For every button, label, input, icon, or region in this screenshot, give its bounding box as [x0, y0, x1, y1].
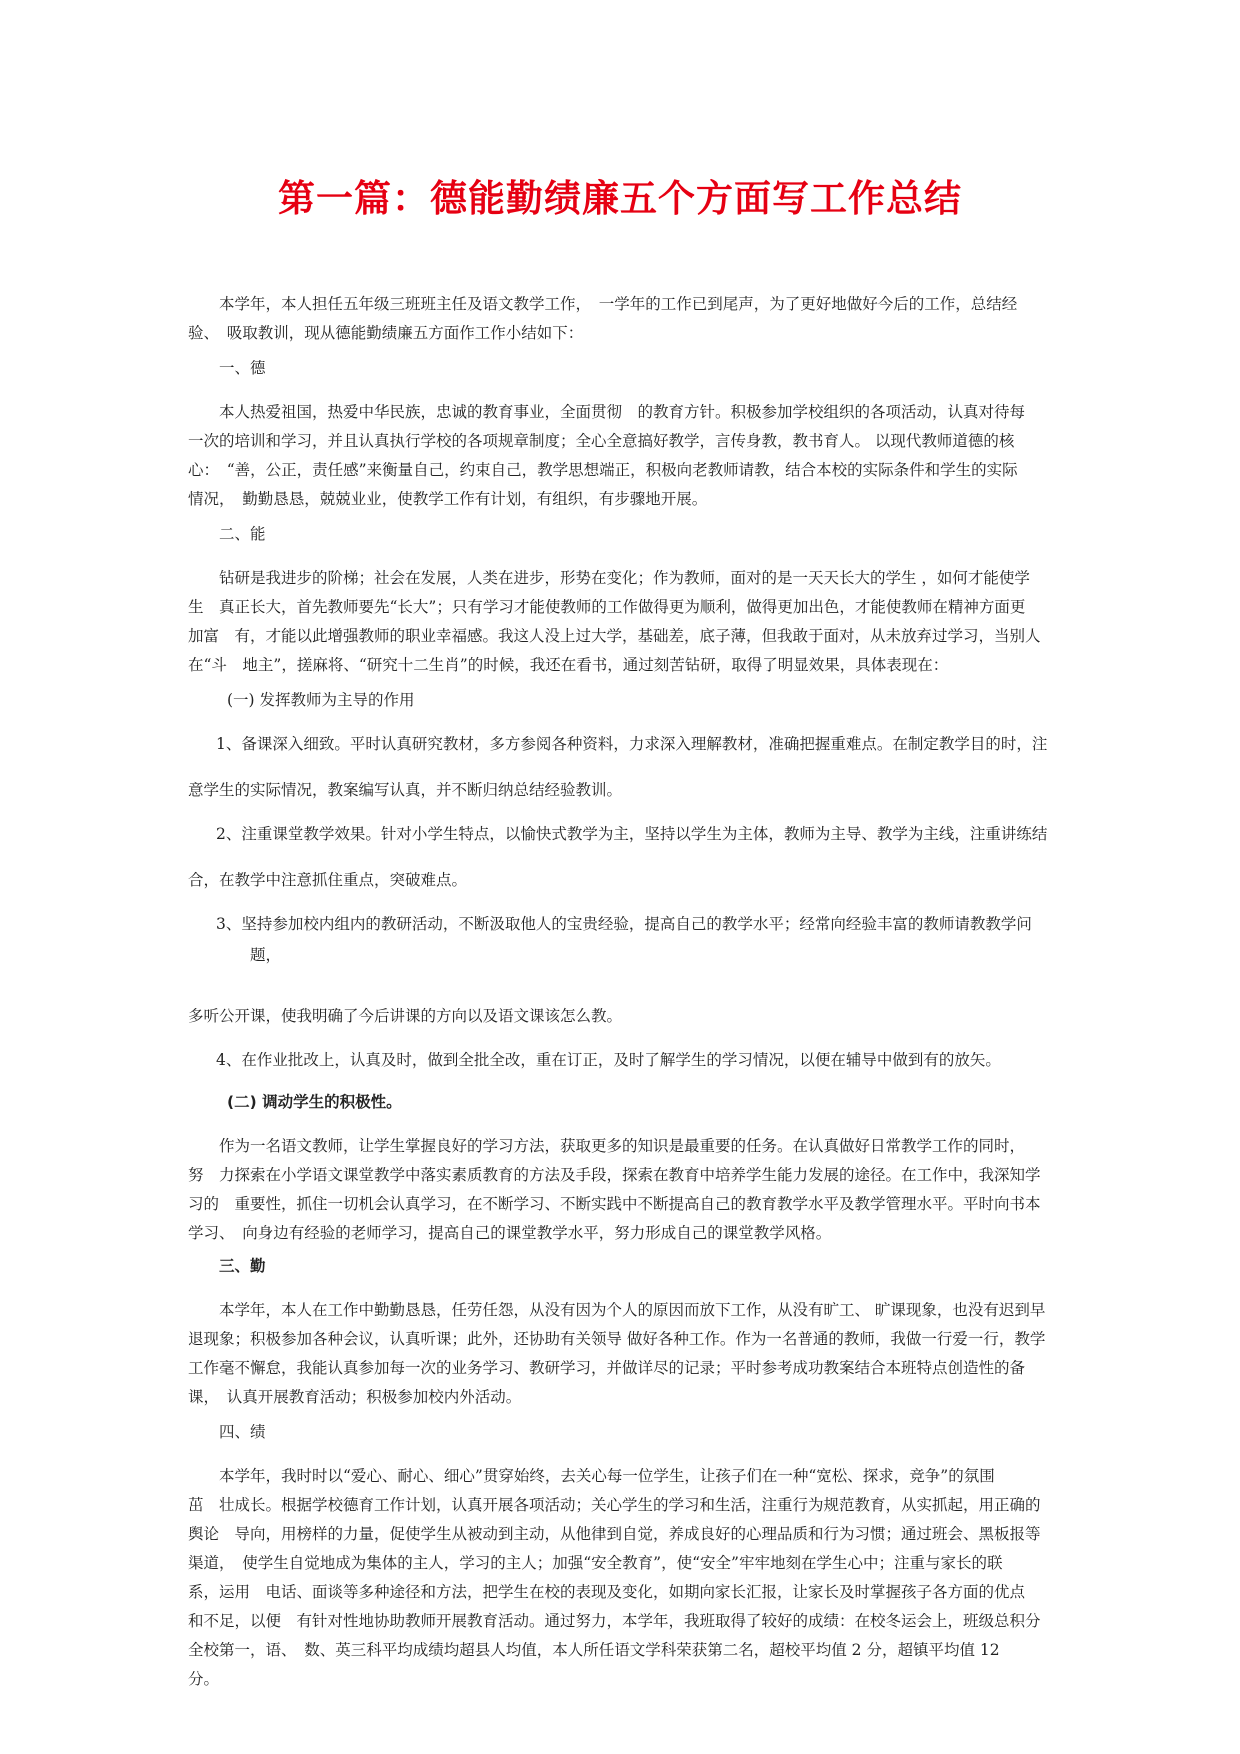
text-line: 本人热爱祖国，热爱中华民族，忠诚的教育事业，全面贯彻 的教育方针。积极参加学校组织的各项活动，认真对待每 [219, 403, 1026, 421]
text-line: 本学年，本人担任五年级三班班主任及语文教学工作， 一学年的工作已到尾声，为了更好地做好今后的工作，总结经 [219, 295, 1018, 313]
text-line: 验、 吸取教训，现从德能勤绩廉五方面作工作小结如下： [188, 324, 584, 342]
item-1-cont [188, 776, 1056, 805]
text-line: 退现象；积极参加各种会议，认真听课；此外，还协助有关领导 做好各种工作。作为一名普通的教师，我做一行爱一行，教学 [188, 1330, 1046, 1348]
text-line: 生 真正长大，首先教师要先“长大”；只有学习才能使教师的工作做得更为顺利，做得更加出色，才能使教师在精神方面更 [188, 598, 1026, 616]
document-title: 第一篇：德能勤绩廉五个方面写工作总结 [278, 176, 962, 220]
heading-text: 四、绩 [219, 1423, 266, 1441]
item-1 [188, 730, 1056, 759]
heading-text: 三、勤 [219, 1257, 266, 1275]
text-line: 1、备课深入细致。平时认真研究教材，多方参阅各种资料，力求深入理解教材，准确把握重难点。在制定教学目的时，注 [216, 735, 1048, 753]
text-line: 3、坚持参加校内组内的教研活动，不断汲取他人的宝贵经验，提高自己的教学水平；经常向经验丰富的教师请教教学问 [216, 915, 1032, 933]
text-line: 题， [250, 946, 282, 964]
heading-text: 一、德 [219, 359, 266, 377]
text-line: 习的 重要性，抓住一切机会认真学习，在不断学习、不断实践中不断提高自己的教育教学水平及教学管理水平。平时向书本 [188, 1195, 1041, 1213]
text-line: 在“斗 地主”，搓麻将、“研究十二生肖”的时候，我还在看书，通过刻苦钻研，取得了明显效果，具体表现在： [188, 656, 949, 674]
section-heading-ji [188, 1418, 1056, 1447]
text-line: 渠道， 使学生自觉地成为集体的主人，学习的主人；加强“安全教育”，使“安全”牢牢地刻在学生心中；注重与家长的联 [188, 1554, 1003, 1572]
text-line: 全校第一，语、 数、英三科平均成绩均超县人均值，本人所任语文学科荣获第二名，超校平均值 2 分，超镇平均值 12 [188, 1641, 1000, 1659]
section-heading-qin [188, 1252, 1056, 1281]
section-qin-paragraph [188, 1296, 1056, 1412]
intro-paragraph [188, 290, 1056, 348]
subheading-text: (二) 调动学生的积极性。 [227, 1093, 402, 1111]
text-line: 钻研是我进步的阶梯；社会在发展，人类在进步，形势在变化；作为教师，面对的是一天天长大的学生 ，如何才能使学 [219, 569, 1030, 587]
section-neng-paragraph [188, 564, 1056, 680]
text-line: 和不足，以便 有针对性地协助教师开展教育活动。通过努力，本学年，我班取得了较好的成绩：在校冬运会上，班级总积分 [188, 1612, 1041, 1630]
text-line: 4、在作业批改上，认真及时，做到全批全改，重在订正，及时了解学生的学习情况，以便在辅导中做到有的放矢。 [216, 1051, 1001, 1069]
section-de-paragraph [188, 398, 1056, 514]
text-line: 舆论 导向，用榜样的力量，促使学生从被动到主动，从他律到自觉，养成良好的心理品质和行为习惯；通过班会、黑板报等 [188, 1525, 1041, 1543]
text-line: 分。 [188, 1670, 220, 1688]
subheading-2 [188, 1088, 1056, 1117]
text-line: 茁 壮成长。根据学校德育工作计划，认真开展各项活动；关心学生的学习和生活，注重行为规范教育，从实抓起，用正确的 [188, 1496, 1041, 1514]
text-line: 作为一名语文教师，让学生掌握良好的学习方法，获取更多的知识是最重要的任务。在认真做好日常教学工作的同时， [219, 1137, 1026, 1155]
text-line: 工作毫不懈怠，我能认真参加每一次的业务学习、教研学习，并做详尽的记录；平时参考成功教案结合本班特点创造性的备 [188, 1359, 1026, 1377]
subheading-1 [188, 686, 1056, 715]
text-line: 学习、 向身边有经验的老师学习，提高自己的课堂教学水平，努力形成自己的课堂教学风格。 [188, 1224, 832, 1242]
text-line: 本学年，本人在工作中勤勤恳恳，任劳任怨，从没有因为个人的原因而放下工作，从没有旷工、 旷课现象，也没有迟到早 [219, 1301, 1046, 1319]
subheading-text: (一) 发挥教师为主导的作用 [227, 691, 415, 709]
text-line: 意学生的实际情况，教案编写认真，并不断归纳总结经验教训。 [188, 781, 623, 799]
section-heading-de [188, 354, 1056, 383]
item-2 [188, 820, 1056, 849]
text-line: 本学年，我时时以“爱心、耐心、细心”贯穿始终，去关心每一位学生，让孩子们在一种“宽松、探求，竞争”的氛围 [219, 1467, 995, 1485]
item-2-cont [188, 866, 1056, 895]
text-line: 课， 认真开展教育活动；积极参加校内外活动。 [188, 1388, 522, 1406]
section-neng-paragraph-2 [188, 1132, 1056, 1248]
section-heading-neng [188, 520, 1056, 549]
text-line: 系，运用 电话、面谈等多种途径和方法，把学生在校的表现及变化，如期向家长汇报，让家长及时掌握孩子各方面的优点 [188, 1583, 1026, 1601]
text-line: 努 力探索在小学语文课堂教学中落实素质教育的方法及手段，探索在教育中培养学生能力发展的途径。在工作中，我深知学 [188, 1166, 1041, 1184]
item-4 [188, 1046, 1056, 1075]
text-line: 多听公开课，使我明确了今后讲课的方向以及语文课该怎么教。 [188, 1007, 623, 1025]
item-3 [188, 910, 1056, 970]
item-3-cont [188, 1002, 1056, 1031]
section-ji-paragraph [188, 1462, 1056, 1694]
text-line: 2、注重课堂教学效果。针对小学生特点，以愉快式教学为主，坚持以学生为主体，教师为主导、教学为主线，注重讲练结 [216, 825, 1048, 843]
heading-text: 二、能 [219, 525, 266, 543]
text-line: 心： “善，公正，责任感”来衡量自己，约束自己，教学思想端正，积极向老教师请教，结合本校的实际条件和学生的实际 [188, 461, 1018, 479]
text-line: 一次的培训和学习，并且认真执行学校的各项规章制度；全心全意搞好教学，言传身教，教书育人。 以现代教师道德的核 [188, 432, 1015, 450]
text-line: 加富 有，才能以此增强教师的职业幸福感。我这人没上过大学，基础差，底子薄，但我敢于面对，从未放弃过学习，当别人 [188, 627, 1041, 645]
text-line: 情况， 勤勤恳恳，兢兢业业，使教学工作有计划，有组织，有步骤地开展。 [188, 490, 708, 508]
text-line: 合，在教学中注意抓住重点，突破难点。 [188, 871, 468, 889]
